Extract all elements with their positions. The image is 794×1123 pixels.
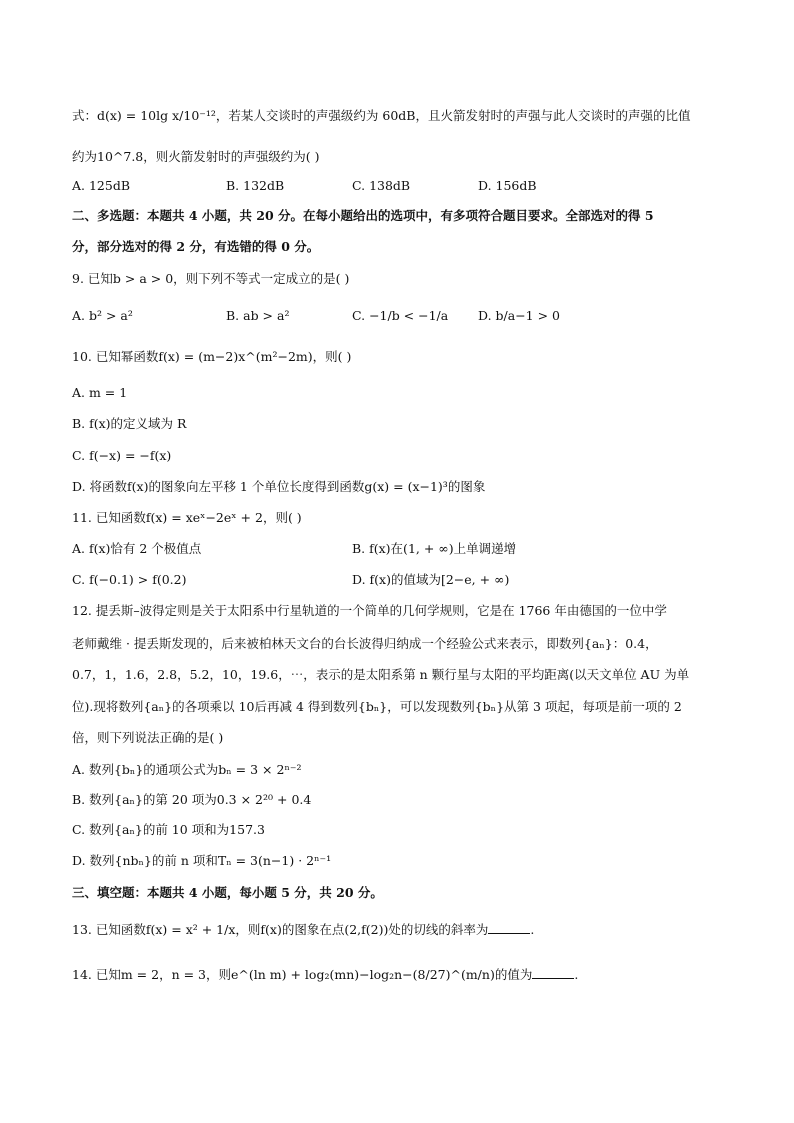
q12-option-b: B. 数列{aₙ}的第 20 项为0.3 × 2²⁰ + 0.4 bbox=[72, 792, 312, 807]
q9-option-b: B. ab > a² bbox=[226, 308, 290, 323]
q9-stem: 9. 已知b > a > 0，则下列不等式一定成立的是( ) bbox=[72, 271, 350, 286]
q12-line-2: 老师戴维 · 提丢斯发现的，后来被柏林天文台的台长波得归纳成一个经验公式来表示，即数列{aₙ}：0.4， bbox=[72, 636, 658, 651]
q14-answer-blank[interactable] bbox=[532, 966, 574, 979]
q11-option-b: B. f(x)在(1, + ∞)上单调递增 bbox=[352, 541, 517, 556]
q14-end: . bbox=[574, 967, 579, 982]
q11-stem: 11. 已知函数f(x) = xeˣ−2eˣ + 2，则( ) bbox=[72, 510, 302, 525]
q8-option-c: C. 138dB bbox=[352, 178, 411, 193]
q11-option-c: C. f(−0.1) > f(0.2) bbox=[72, 572, 187, 587]
q12-line-5: 倍，则下列说法正确的是( ) bbox=[72, 730, 224, 745]
q13-answer-blank[interactable] bbox=[488, 921, 530, 934]
q9-option-c: C. −1/b < −1/a bbox=[352, 308, 449, 323]
q8-option-a: A. 125dB bbox=[72, 178, 131, 193]
q11-option-a: A. f(x)恰有 2 个极值点 bbox=[72, 541, 202, 556]
q12-option-c: C. 数列{aₙ}的前 10 项和为157.3 bbox=[72, 822, 265, 837]
q8-line-2: 约为10^7.8，则火箭发射时的声强级约为( ) bbox=[72, 149, 320, 164]
q8-option-d: D. 156dB bbox=[478, 178, 537, 193]
section2-heading-line-2: 分，部分选对的得 2 分，有选错的得 0 分。 bbox=[72, 239, 320, 254]
q14-line bbox=[72, 965, 578, 985]
q11-option-d: D. f(x)的值域为[2−e, + ∞) bbox=[352, 572, 510, 587]
q8-line-1: 式：d(x) = 10lg x/10⁻¹²，若某人交谈时的声强级约为 60dB，且火箭发射时的声强与此人交谈时的声强的比值 bbox=[72, 108, 691, 123]
q13-line bbox=[72, 920, 534, 940]
q13-end: . bbox=[530, 922, 535, 937]
q12-option-a: A. 数列{bₙ}的通项公式为bₙ = 3 × 2ⁿ⁻² bbox=[72, 762, 302, 777]
q10-stem: 10. 已知幂函数f(x) = (m−2)x^(m²−2m)，则( ) bbox=[72, 349, 352, 364]
q9-option-a: A. b² > a² bbox=[72, 308, 133, 323]
q12-option-d: D. 数列{nbₙ}的前 n 项和Tₙ = 3(n−1) · 2ⁿ⁻¹ bbox=[72, 853, 332, 868]
q8-option-b: B. 132dB bbox=[226, 178, 285, 193]
q9-option-d: D. b/a−1 > 0 bbox=[478, 308, 560, 323]
section3-heading: 三、填空题：本题共 4 小题，每小题 5 分，共 20 分。 bbox=[72, 885, 383, 900]
q12-line-1: 12. 提丢斯–波得定则是关于太阳系中行星轨道的一个简单的几何学规则，它是在 1766 年由德国的一位中学 bbox=[72, 603, 667, 618]
q12-line-4: 位).现将数列{aₙ}的各项乘以 10后再减 4 得到数列{bₙ}，可以发现数列{bₙ}从第 3 项起，每项是前一项的 2 bbox=[72, 699, 682, 714]
q10-option-c: C. f(−x) = −f(x) bbox=[72, 448, 172, 463]
q13-stem: 13. 已知函数f(x) = x² + 1/x，则f(x)的图象在点(2,f(2))处的切线的斜率为 bbox=[72, 922, 489, 937]
section2-heading-line-1: 二、多选题：本题共 4 小题，共 20 分。在每小题给出的选项中，有多项符合题目要求。全部选对的得 5 bbox=[72, 208, 654, 223]
q10-option-a: A. m = 1 bbox=[72, 385, 128, 400]
q14-stem: 14. 已知m = 2，n = 3，则e^(ln m) + log₂(mn)−log₂n−(8/27)^(m/n)的值为 bbox=[72, 967, 533, 982]
q12-line-3: 0.7，1，1.6，2.8，5.2，10，19.6，⋯，表示的是太阳系第 n 颗行星与太阳的平均距离(以天文单位 AU 为单 bbox=[72, 667, 690, 682]
q10-option-d: D. 将函数f(x)的图象向左平移 1 个单位长度得到函数g(x) = (x−1)³的图象 bbox=[72, 479, 486, 494]
q10-option-b: B. f(x)的定义域为 R bbox=[72, 416, 187, 431]
